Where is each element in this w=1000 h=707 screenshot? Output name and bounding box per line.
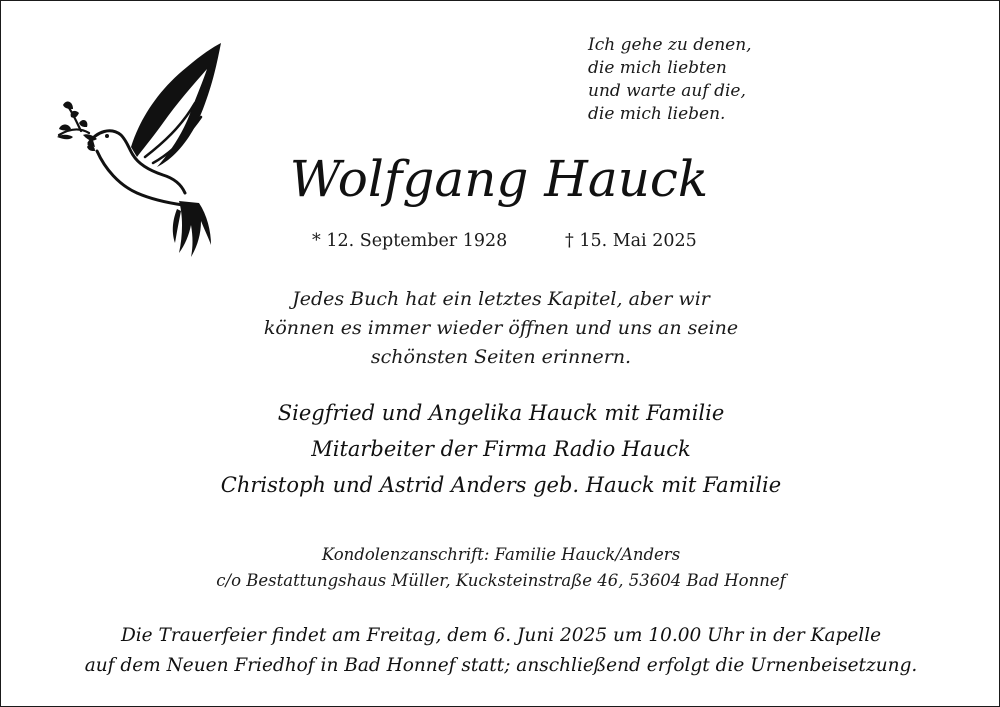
poem: [588, 34, 808, 126]
poem-line: und warte auf die,: [588, 81, 746, 101]
memorial-quote: [1, 285, 1000, 372]
mourners-list: [1, 395, 1000, 503]
funeral-ceremony-info: [1, 621, 1000, 681]
deceased-name: [1, 147, 1000, 211]
quote-line: können es immer wieder öffnen und uns an seine: [263, 317, 739, 339]
quote-line: schönsten Seiten erinnern.: [370, 346, 632, 368]
ceremony-line: Die Trauerfeier findet am Freitag, dem 6. Juni 2025 um 10.00 Uhr in der Kapelle: [120, 625, 882, 646]
mourner-entry: Christoph und Astrid Anders geb. Hauck mit Familie: [220, 473, 782, 497]
poem-line: Ich gehe zu denen,: [588, 35, 752, 55]
quote-line: Jedes Buch hat ein letztes Kapitel, aber wir: [292, 288, 710, 310]
mourner-entry: Siegfried und Angelika Hauck mit Familie: [277, 401, 725, 425]
ceremony-line: auf dem Neuen Friedhof in Bad Honnef statt; anschließend erfolgt die Urnenbeisetzung.: [84, 655, 918, 676]
birth-date: * 12. September 1928: [312, 231, 508, 251]
condolence-address: [1, 542, 1000, 594]
condolence-line: c/o Bestattungshaus Müller, Kucksteinstraße 46, 53604 Bad Honnef: [216, 571, 786, 590]
mourner-entry: Mitarbeiter der Firma Radio Hauck: [311, 437, 691, 461]
condolence-line: Kondolenzanschrift: Familie Hauck/Anders: [321, 545, 681, 564]
death-date: † 15. Mai 2025: [565, 231, 697, 251]
deceased-name-text: Wolfgang Hauck: [289, 150, 709, 208]
poem-line: die mich liebten: [588, 58, 727, 78]
poem-line: die mich lieben.: [588, 104, 726, 124]
